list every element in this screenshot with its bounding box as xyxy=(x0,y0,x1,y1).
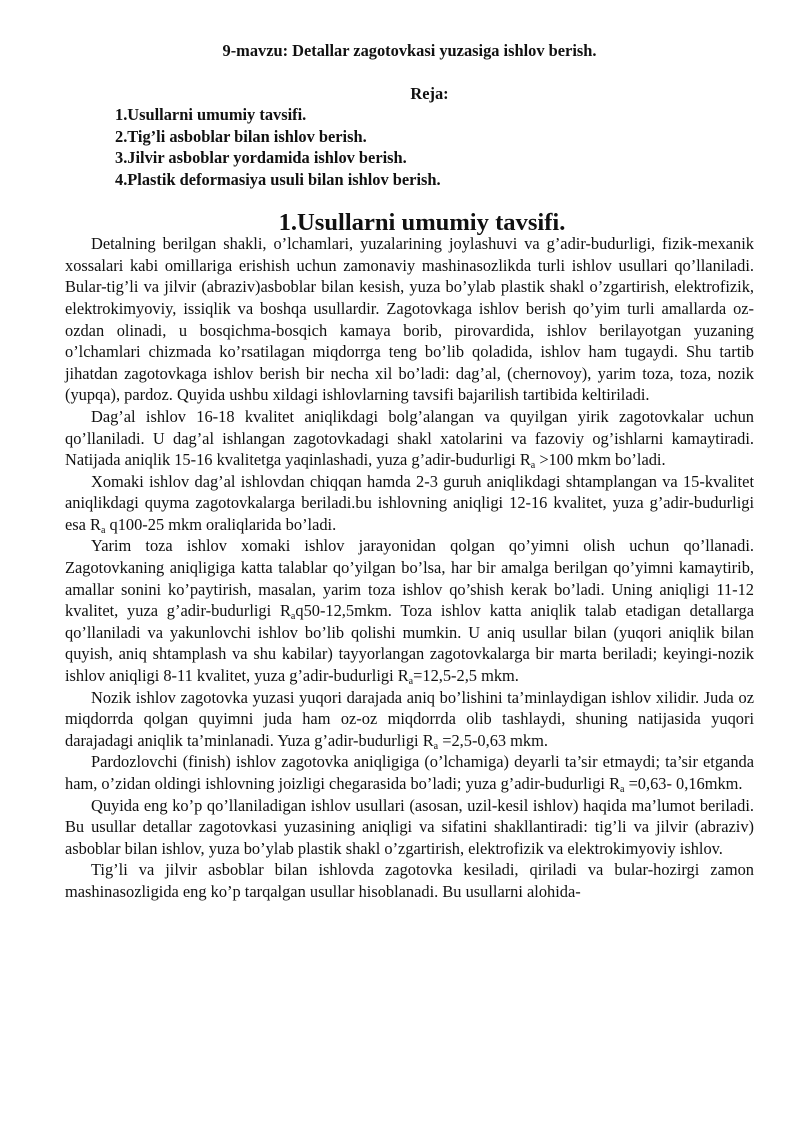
plan-heading: Reja: xyxy=(410,83,449,103)
paragraph-semi-finish-processing xyxy=(65,535,754,686)
plan-item-1: 1.Usullarni umumiy tavsifi. xyxy=(115,105,307,125)
paragraph-text: Dag’al ishlov 16-18 kvalitet aniqlikdagi bolg’alangan va quyilgan yirik zagotovkalar uchun qo’llaniladi. U dag’al ishlangan zagotovkadagi shakl xatolarini va fazoviy og’ishlarni kamaytiradi. Natijada aniqlik 15-16 kvalitetga yaqinlashadi, yuza g’adir-budurligi R xyxy=(65,406,754,470)
paragraph-preliminary-processing xyxy=(65,471,754,536)
paragraph-cutting-tools: Tig’li va jilvir asboblar bilan ishlovda zagotovka kesiladi, qiriladi va bular-hozirgi zamon mashinasozligida eng ko’p tarqalgan usullar hisoblanadi. Bu usullarni alohida- xyxy=(65,860,754,901)
paragraph-text: Pardozlovchi (finish) ishlov zagotovka aniqligiga (o’lchamiga) deyarli ta’sir etmaydi; ta’sir etganda ham, o’zidan oldingi ishlovning joizligi chegarasida bo’ladi; yuza g’adir-budurligi R xyxy=(65,752,754,793)
plan-list xyxy=(65,104,754,190)
paragraph-text: Xomaki ishlov dag’al ishlovdan chiqqan hamda 2-3 guruh aniqlikdagi shtamplangan va 15-kvalitet aniqlikdagi quyma zagotovkalarga beriladi.bu ishlovning aniqligi 12-16 kvalitet, yuza g’adir-budurligi esa R xyxy=(65,471,754,534)
paragraph-text: q100-25 mkm oraliqlarida bo’ladi. xyxy=(105,514,337,534)
subscript: a xyxy=(530,460,536,472)
paragraph-text: q50-12,5mkm. Toza ishlov katta aniqlik talab etadigan detallarga qo’llaniladi va yakunlovchi ishlov bo’lib qolishi mumkin. U aniq usullar bilan (yuqori aniqlik bilan quyish, aniq shtamplash va shu kabilar) tayyorlangan zagotovkalarga bir marta beriladi; keyingi-nozik ishlov aniqligi 8-11 kvalitet, yuza g’adir-budurligi R xyxy=(65,601,754,686)
subscript: a xyxy=(408,676,414,688)
plan-item-2: 2.Tig’li asboblar bilan ishlov berish. xyxy=(115,126,367,146)
paragraph-intro: Detalning berilgan shakli, o’lchamlari, yuzalarining joylashuvi va g’adir-budurligi, fizik-mexanik xossalari kabi omillariga erishish uchun zamonaviy mashinasozlikda turli ishlov usullari qo’llaniladi. Bular-tig’li va jilvir (abraziv)asboblar bilan kesish, yuza bo’ylab plastik shakl o’zgartirish, elektrofizik, elektrokimyoviy, issiqlik va boshqa usullardir. Zagotovkaga ishlov berish qo’yim turli amallarda oz-ozdan olinadi, u bosqichma-bosqich kamaya borib, pirovardida, ishlov berilayotgan yuzaning o’lchamlari chizmada ko’rsatilagan miqdorrga teng bo’lib qoladida, ishlov ham tugaydi. Shu tartib jihatdan zagotovkaga ishlov berish bir necha xil bo’ladi: dag’al, (chernovoy), yarim toza, toza, nozik (yupqa), pardoz. Quyida ushbu xildagi ishlovlarning tavsifi bajarilish tartibida keltiriladi. xyxy=(65,234,754,405)
paragraph-methods-overview: Quyida eng ko’p qo’llaniladigan ishlov usullari (asosan, uzil-kesil ishlov) haqida ma’lumot beriladi. Bu usullar detallar zagotovkasi yuzasining aniqligi va sifatini shakllantiradi: tig’li va jilvir (abraziv) asboblar bilan ishlov, yuza bo’ylab plastik shakl o’zgartirish, elektrofizik va elektrokimyoviy ishlov. xyxy=(65,795,754,858)
paragraph-fine-processing xyxy=(65,687,754,752)
document-title: 9-mavzu: Detallar zagotovkasi yuzasiga ishlov berish. xyxy=(222,41,597,60)
paragraph-text: >100 mkm bo’ladi. xyxy=(535,450,666,470)
paragraph-text: =2,5-0,63 mkm. xyxy=(438,730,548,750)
paragraph-text: Yarim toza ishlov xomaki ishlov jarayonidan qolgan qo’yimni olish uchun qo’llanadi. Zagotovkaning aniqligiga katta talablar qo’yilgan bo’lsa, har bir amalga berilgan qo’yimni kamaytirib, amallar sonini ko’paytirish, masalan, yarim toza ishlov qo’shish kerak bo’ladi. Uning aniqligi 11-12 kvalitet, yuza g’adir-budurligi R xyxy=(65,536,754,621)
paragraph-text: =0,63- 0,16mkm. xyxy=(624,774,743,793)
paragraph-text: =12,5-2,5 mkm. xyxy=(413,666,519,686)
paragraph-finish-processing xyxy=(65,751,754,794)
plan-item-4: 4.Plastik deformasiya usuli bilan ishlov berish. xyxy=(115,169,441,189)
subscript: a xyxy=(620,784,625,795)
subscript: a xyxy=(433,740,439,752)
paragraph-text: Nozik ishlov zagotovka yuzasi yuqori darajada aniq bo’lishini ta’minlaydigan ishlov xilidir. Juda oz miqdorrda qolgan quyimni juda ham oz-oz miqdorrda olib tashlaydi, shuning natijasida yuqori darajadagi aniqlik ta’minlanadi. Yuza g’adir-budurligi R xyxy=(65,687,754,750)
subscript: a xyxy=(290,611,296,623)
plan-item-3: 3.Jilvir asboblar yordamida ishlov berish. xyxy=(115,148,407,168)
section-heading: 1.Usullarni umumiy tavsifi. xyxy=(278,208,566,236)
paragraph-rough-processing xyxy=(65,406,754,471)
subscript: a xyxy=(100,524,106,536)
